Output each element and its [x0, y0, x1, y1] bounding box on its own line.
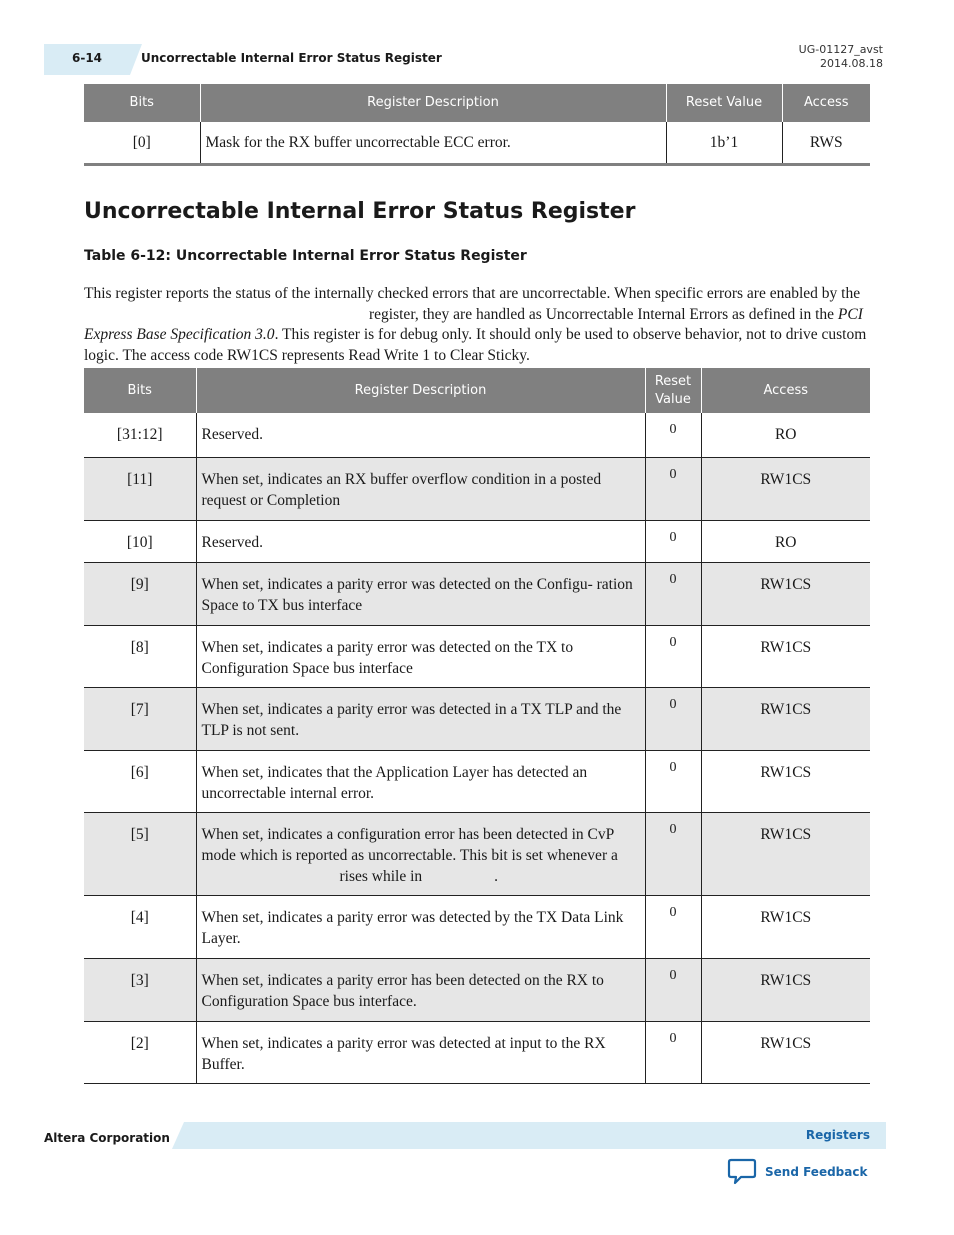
bits-cell: [10] [84, 520, 196, 562]
access-cell: RW1CS [701, 562, 870, 625]
section-link[interactable]: Registers [805, 1128, 870, 1142]
reset-value-cell: 1b’1 [666, 122, 782, 165]
description-cell: Reserved. [196, 520, 645, 562]
column-header-reset-value: Reset Value [666, 84, 782, 122]
bits-cell: [8] [84, 625, 196, 687]
intro-text-3: . This register is for debug only. It should only be used to observe behavior, not to drive custom logic. The access code RW1CS represents Read Write 1 to Clear Sticky. [84, 326, 867, 364]
reset-value-cell: 0 [645, 413, 701, 457]
bits-cell: [0] [84, 122, 200, 165]
running-header-title: Uncorrectable Internal Error Status Register [141, 51, 442, 65]
intro-text-2: register, they are handled as Uncorrectable Internal Errors as defined in the [369, 305, 835, 323]
description-cell: Reserved. [196, 413, 645, 457]
document-code: UG-01127_avst [798, 43, 883, 56]
register-table-continued [84, 84, 870, 166]
access-cell: RW1CS [701, 958, 870, 1021]
bits-cell: [6] [84, 750, 196, 812]
intro-paragraph [84, 284, 874, 366]
reset-value-cell: 0 [645, 895, 701, 958]
document-id [799, 43, 883, 71]
reset-value-cell: 0 [645, 750, 701, 812]
access-cell: RW1CS [760, 638, 812, 656]
table-row [84, 520, 870, 562]
document-date: 2014.08.18 [820, 57, 883, 70]
bits-cell: [9] [84, 562, 196, 625]
bits-cell: [3] [84, 958, 196, 1021]
column-header-reset-value: Reset Value [645, 368, 701, 413]
bits-cell: [31:12] [84, 413, 196, 457]
table-row [84, 122, 870, 165]
access-cell: RWS [809, 134, 843, 151]
column-header-bits: Bits [84, 368, 196, 413]
reset-value-cell: 0 [645, 958, 701, 1021]
table-row [84, 625, 870, 687]
table-row [84, 895, 870, 958]
access-cell: RW1CS [701, 457, 870, 520]
description-cell: When set, indicates a parity error was detected on the Configu- ration Space to TX bus interface [196, 562, 645, 625]
table-caption: Table 6-12: Uncorrectable Internal Error Status Register [84, 248, 527, 264]
reset-value-cell: 0 [645, 812, 701, 895]
speech-bubble-icon [727, 1158, 757, 1186]
table-row [84, 562, 870, 625]
bits-cell: [5] [84, 812, 196, 895]
description-cell: When set, indicates that the Application Layer has detected an uncorrectable internal error. [196, 750, 645, 812]
access-cell: RW1CS [760, 763, 812, 781]
description-cell: Mask for the RX buffer uncorrectable ECC error. [200, 122, 666, 165]
table-row [84, 812, 870, 895]
bits-cell: [11] [84, 457, 196, 520]
description-text: When set, indicates a configuration error has been detected in CvP mode which is reported as uncorrectable. This bit is set whenever a [201, 825, 618, 864]
reset-value-cell: 0 [645, 1021, 701, 1083]
description-cell: When set, indicates a parity error was detected on the TX to Configuration Space bus interface [196, 625, 645, 687]
description-cell: When set, indicates a parity error was detected by the TX Data Link Layer. [196, 895, 645, 958]
table-row [84, 750, 870, 812]
reset-value-cell: 0 [645, 625, 701, 687]
table-row [84, 958, 870, 1021]
table-row [84, 457, 870, 520]
table-row [84, 1021, 870, 1083]
access-cell: RW1CS [760, 908, 812, 926]
bits-cell: [7] [84, 687, 196, 750]
access-cell: RW1CS [760, 1034, 812, 1052]
column-header-description: Register Description [196, 368, 645, 413]
bits-cell: [4] [84, 895, 196, 958]
reset-value-cell: 0 [645, 562, 701, 625]
column-header-bits: Bits [84, 84, 200, 122]
description-text-mid: rises while in [339, 867, 423, 885]
reset-value-cell: 0 [645, 457, 701, 520]
column-header-description: Register Description [200, 84, 666, 122]
page-number-tab [44, 44, 130, 75]
description-cell [196, 812, 645, 895]
table-row [84, 687, 870, 750]
reset-value-cell: 0 [645, 687, 701, 750]
intro-text-1: This register reports the status of the internally checked errors that are uncorrectable. When specific errors are enabled by the [84, 285, 861, 302]
send-feedback-link[interactable] [727, 1158, 867, 1186]
table-row [84, 413, 870, 457]
description-cell: When set, indicates a parity error was detected in a TX TLP and the TLP is not sent. [196, 687, 645, 750]
company-name: Altera Corporation [44, 1131, 170, 1145]
page-number: 6-14 [71, 51, 103, 65]
access-cell: RW1CS [701, 812, 870, 895]
spec-title: PCI Express Base Specification 3.0 [84, 305, 863, 344]
description-cell: When set, indicates a parity error has been detected on the RX to Configuration Space bus interface. [196, 958, 645, 1021]
uncorrectable-error-status-table [84, 368, 870, 1084]
reset-value-cell: 0 [645, 520, 701, 562]
send-feedback-label: Send Feedback [765, 1165, 868, 1179]
access-cell: RO [774, 426, 797, 443]
description-cell: When set, indicates a parity error was detected at input to the RX Buffer. [196, 1021, 645, 1083]
description-cell: When set, indicates an RX buffer overflow condition in a posted request or Completion [196, 457, 645, 520]
access-cell: RW1CS [701, 687, 870, 750]
access-cell: RO [774, 533, 797, 551]
bits-cell: [2] [84, 1021, 196, 1083]
description-text-end: . [494, 867, 499, 885]
column-header-access: Access [782, 84, 870, 122]
footer-band [172, 1122, 886, 1149]
column-header-access: Access [701, 368, 870, 413]
section-heading: Uncorrectable Internal Error Status Register [84, 199, 636, 224]
